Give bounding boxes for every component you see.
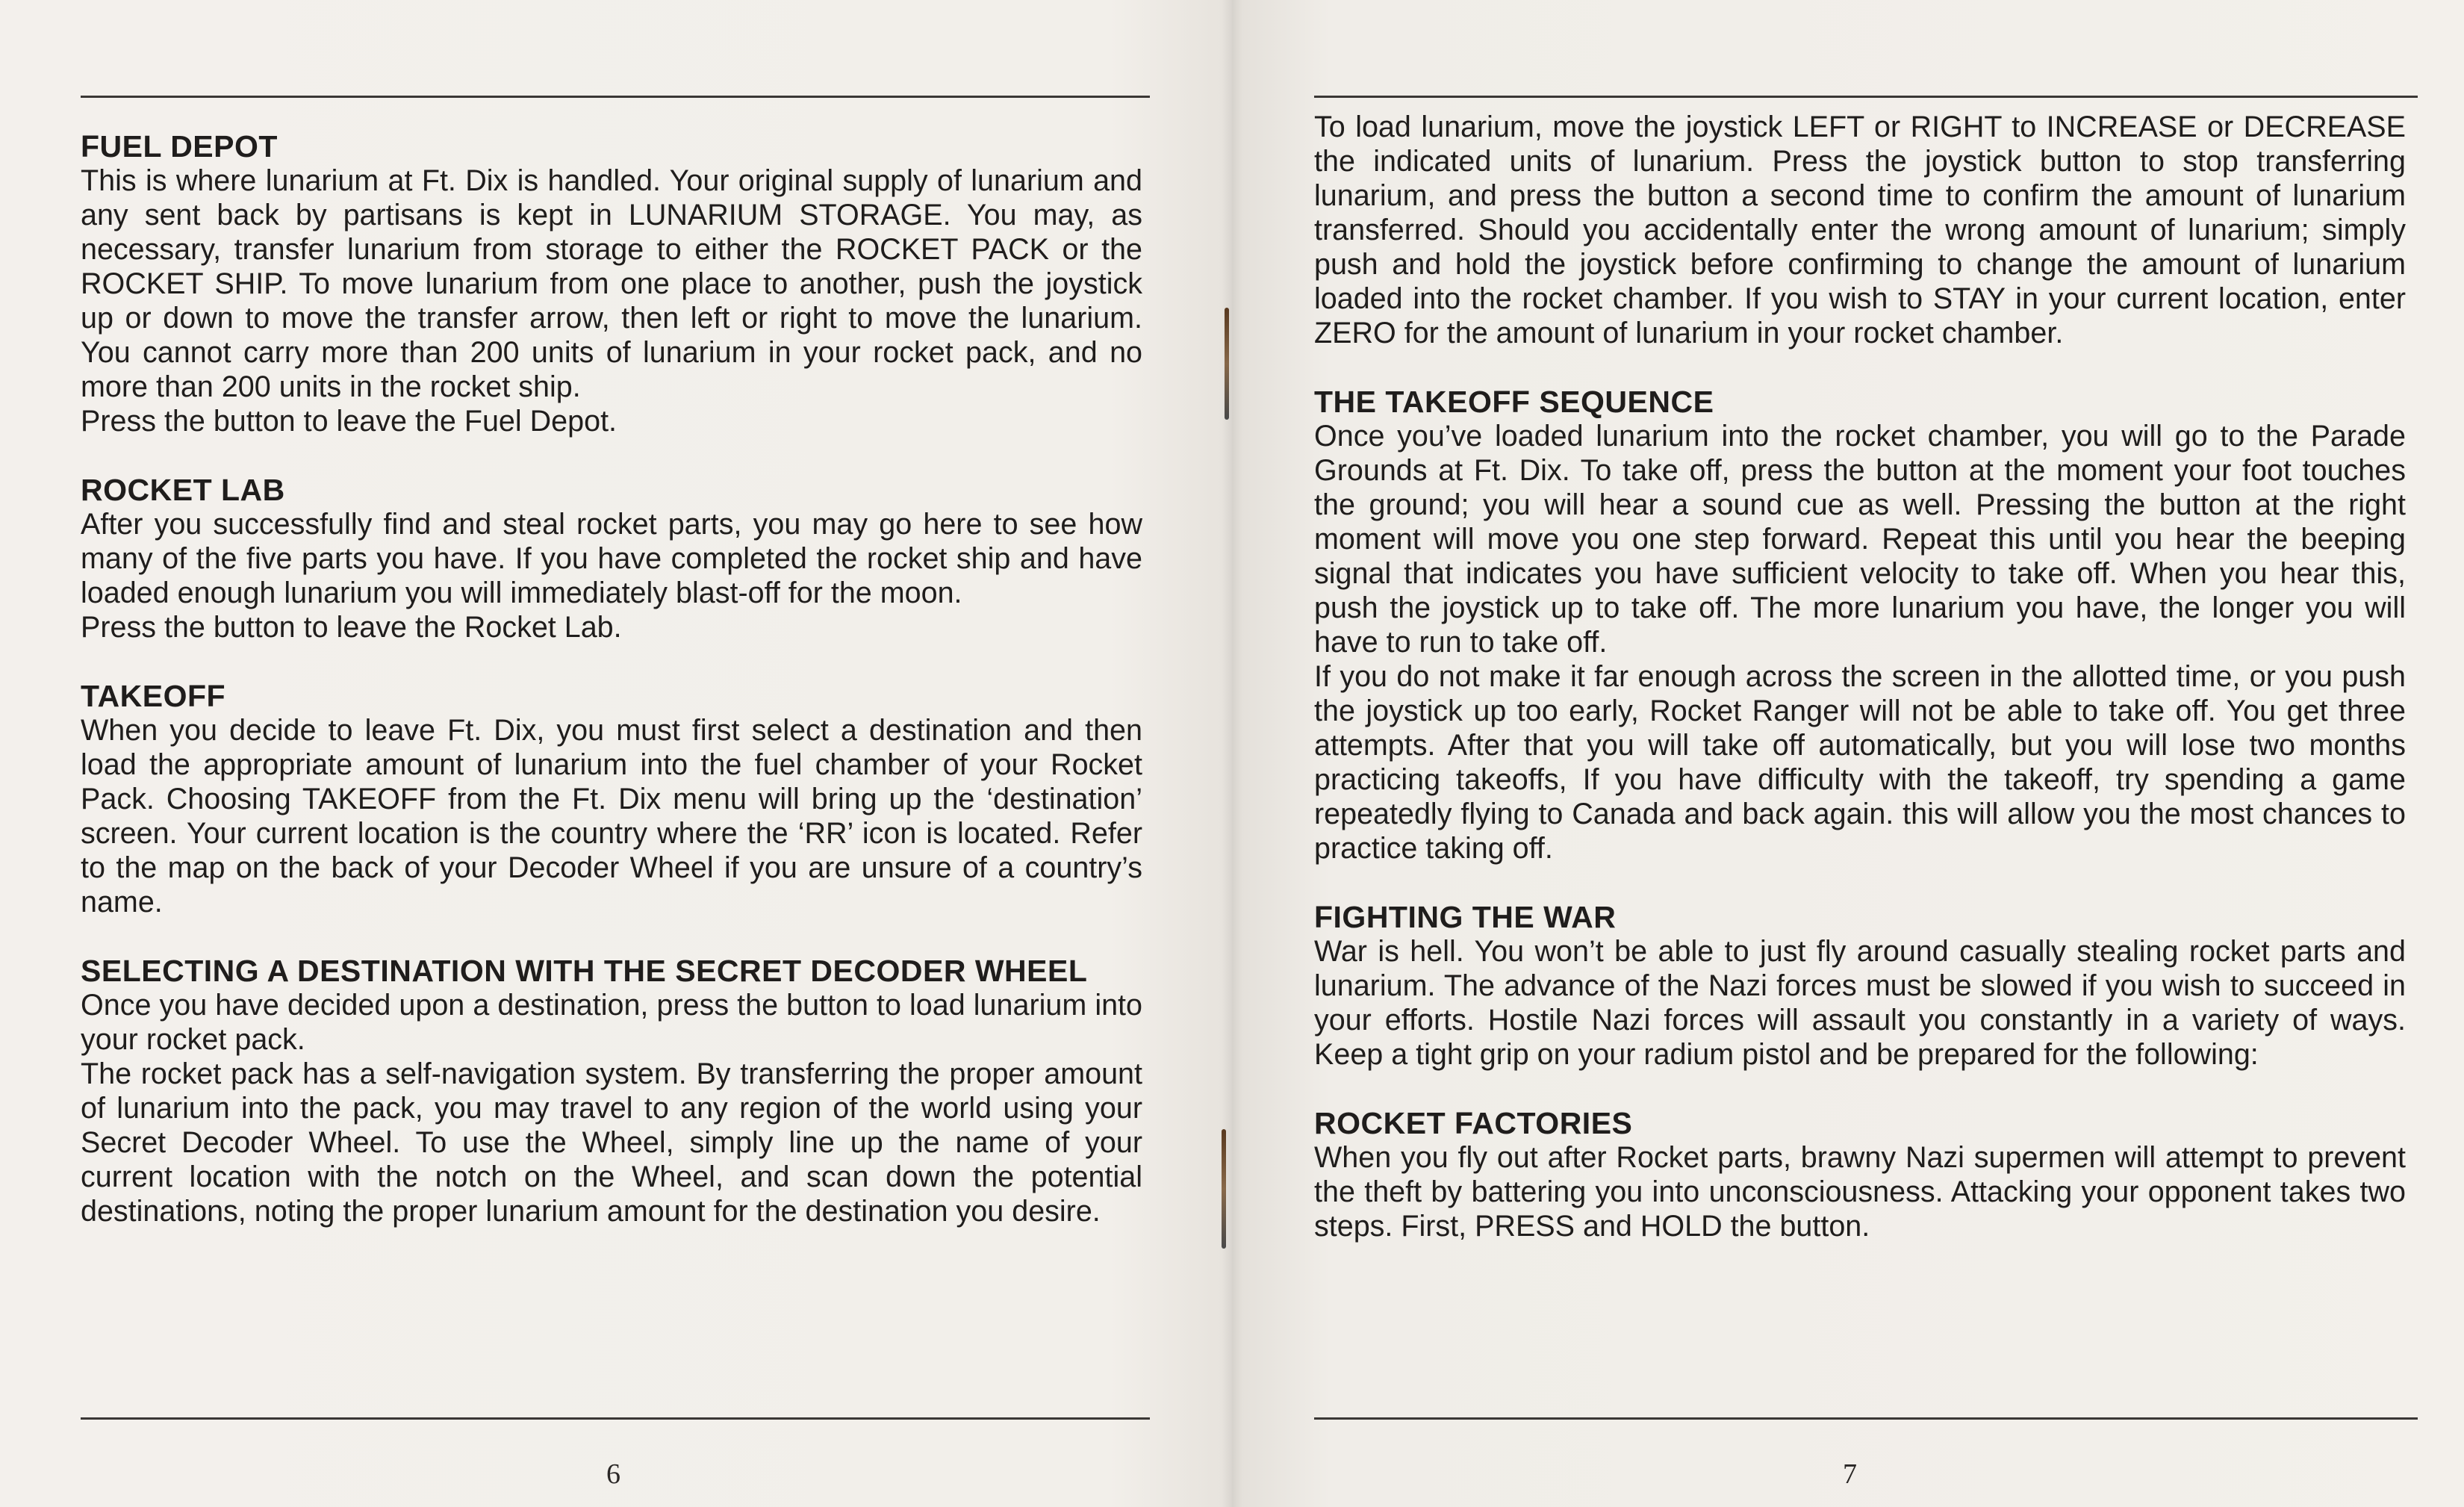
- paragraph: To load lunarium, move the joystick LEFT or RIGHT to INCREASE or DECREASE the indicated units of lunarium. Press the joystick button to stop transferring lunarium, and press the button a second time to confirm the amount of lunarium transferred. Should you accidentally enter the wrong amount of lunarium; simply push and hold the joystick before confirming to change the amount of lunarium loaded into the rocket chamber. If you wish to STAY in your current location, enter ZERO for the amount of lunarium in your rocket chamber.: [1314, 111, 2406, 349]
- section-heading: ROCKET LAB: [81, 473, 285, 507]
- paragraph: If you do not make it far enough across the screen in the allotted time, or you push the joystick up too early, Rocket Ranger will not be able to take off. You get three attempts. After that you will take off automatically, but you will lose two months practicing takeoffs, If you have difficulty with the takeoff, try spending a game repeatedly flying to Canada and back again. this will allow you the most chances to practice taking off.: [1314, 660, 2406, 865]
- bottom-rule: [81, 1417, 1150, 1420]
- paragraph: War is hell. You won’t be able to just fly around casually stealing rocket parts and lunarium. The advance of the Nazi forces must be slowed if you wish to succeed in your efforts. Hostile Nazi forces will assault you constantly in a variety of ways. Keep a tight grip on your radium pistol and be prepared for the following:: [1314, 935, 2406, 1071]
- book-gutter: [1222, 0, 1242, 1507]
- section-rocket-factories: [1314, 1106, 2406, 1243]
- paragraph: Once you have decided upon a destination, press the button to load lunarium into your rocket pack.: [81, 989, 1142, 1056]
- section-heading: TAKEOFF: [81, 679, 226, 713]
- paragraph: This is where lunarium at Ft. Dix is handled. Your original supply of lunarium and any sent back by partisans is kept in LUNARIUM STORAGE. You may, as necessary, transfer lunarium from storage to either the ROCKET PACK or the ROCKET SHIP. To move lunarium from one place to another, push the joystick up or down to move the transfer arrow, then left or right to move the lunarium. You cannot carry more than 200 units of lunarium in your rocket pack, and no more than 200 units in the rocket ship.: [81, 164, 1142, 403]
- right-page: [1232, 0, 2464, 1507]
- section-heading: SELECTING A DESTINATION WITH THE SECRET DECODER WHEEL: [81, 954, 1088, 988]
- top-rule: [1314, 96, 2418, 98]
- right-column: [1314, 110, 2406, 1278]
- page-number: 6: [606, 1458, 620, 1490]
- left-column: [81, 129, 1142, 1263]
- paragraph: Once you’ve loaded lunarium into the rocket chamber, you will go to the Parade Grounds at Ft. Dix. To take off, press the button at the moment your foot touches the ground; you will hear a sound cue as well. Pressing the button at the right moment will move you one step forward. Repeat this until you hear the beeping signal that indicates you have sufficient velocity to take off. When you hear this, push the joystick up to take off. The more lunarium you have, the longer you will have to run to take off.: [1314, 420, 2406, 659]
- section-heading: ROCKET FACTORIES: [1314, 1106, 1633, 1140]
- page-number: 7: [1843, 1458, 1857, 1490]
- section-takeoff: [81, 679, 1142, 919]
- section-fighting-the-war: [1314, 900, 2406, 1072]
- top-rule: [81, 96, 1150, 98]
- section-heading: THE TAKEOFF SEQUENCE: [1314, 385, 1714, 419]
- paragraph: After you successfully find and steal rocket parts, you may go here to see how many of the five parts you have. If you have completed the rocket ship and have loaded enough lunarium you will immediately blast-off for the moon.: [81, 508, 1142, 609]
- section-fuel-depot: [81, 129, 1142, 438]
- section-selecting-destination: [81, 954, 1142, 1228]
- bottom-rule: [1314, 1417, 2418, 1420]
- paragraph: Press the button to leave the Rocket Lab.: [81, 611, 622, 644]
- section-heading: FIGHTING THE WAR: [1314, 900, 1617, 934]
- section-loading-lunarium: [1314, 110, 2406, 350]
- section-takeoff-sequence: [1314, 385, 2406, 866]
- section-rocket-lab: [81, 473, 1142, 644]
- paragraph: The rocket pack has a self-navigation system. By transferring the proper amount of lunarium into the pack, you may travel to any region of the world using your Secret Decoder Wheel. To use the Wheel, simply line up the name of your current location with the notch on the Wheel, and scan down the potential destinations, noting the proper lunarium amount for the destination you desire.: [81, 1057, 1142, 1228]
- paragraph: When you fly out after Rocket parts, brawny Nazi supermen will attempt to prevent the theft by battering you into unconsciousness. Attacking your opponent takes two steps. First, PRESS and HOLD the button.: [1314, 1141, 2406, 1243]
- paragraph: Press the button to leave the Fuel Depot.: [81, 405, 617, 438]
- section-heading: FUEL DEPOT: [81, 129, 278, 164]
- paragraph: When you decide to leave Ft. Dix, you must first select a destination and then load the appropriate amount of lunarium into the fuel chamber of your Rocket Pack. Choosing TAKEOFF from the Ft. Dix menu will bring up the ‘destination’ screen. Your current location is the country where the ‘RR’ icon is located. Refer to the map on the back of your Decoder Wheel if you are unsure of a country’s name.: [81, 714, 1142, 919]
